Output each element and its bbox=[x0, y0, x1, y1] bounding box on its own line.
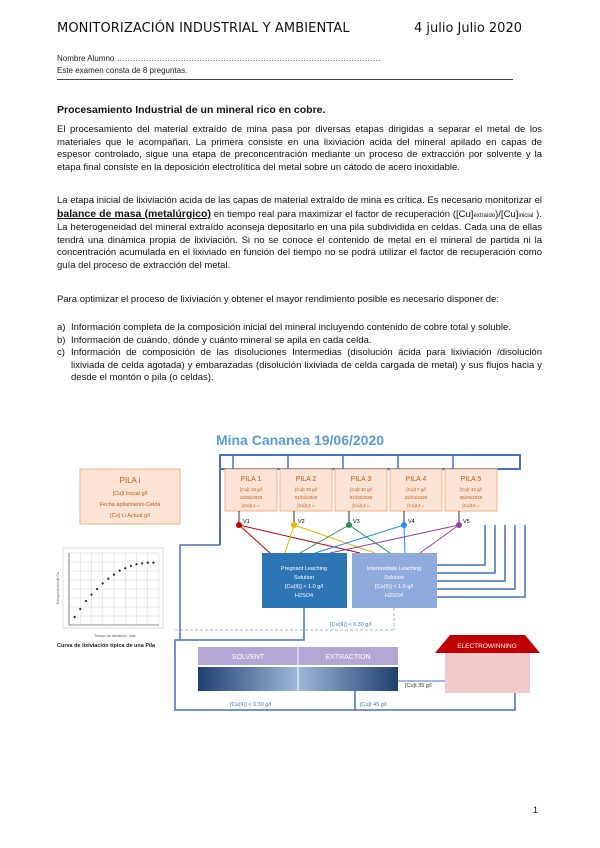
pila-name: PILA 4 bbox=[405, 476, 427, 483]
chart-point bbox=[124, 567, 126, 569]
header-date: 4 julio Julio 2020 bbox=[413, 21, 522, 36]
chart-point bbox=[113, 574, 115, 576]
paragraph-1: El procesamiento del material extraído de mina pasa por diversas etapas dirigidas a separar el metal de los materiales que le acompañan. La primera consiste en una lixiviación acida del mineral apilado en capas de espesor controlado, sigue una etapa de preconcentración mediante un proceso de extracción por solvente y la etapa final consiste en la deposición electrolítica del metal sobre un cátodo de acero inoxidable. bbox=[57, 124, 542, 173]
pregnant-acid: H2SO4 bbox=[294, 593, 314, 599]
chart-point bbox=[90, 594, 92, 596]
chart-ylabel: Recuperación de Cu bbox=[56, 572, 60, 604]
chart-point bbox=[141, 562, 143, 564]
list-marker: c) bbox=[57, 347, 65, 359]
valve-label: V5 bbox=[463, 519, 470, 525]
section-title: Procesamiento Industrial de un mineral rico en cobre. bbox=[57, 104, 326, 116]
pilas-frame bbox=[220, 455, 520, 469]
valve-marker bbox=[346, 522, 352, 528]
pila-name: PILA 2 bbox=[295, 476, 317, 483]
p2-bold: balance de masa (metalúrgico) bbox=[57, 207, 211, 220]
pila-box-5 bbox=[445, 455, 497, 511]
header-title: MONITORIZACIÓN INDUSTRIAL Y AMBIENTAL bbox=[57, 21, 350, 36]
exam-note: Este examen consta de 8 preguntas. bbox=[57, 66, 188, 75]
intermediate-title: Intermediate Leaching bbox=[366, 566, 422, 572]
valve-label: V3 bbox=[353, 519, 360, 525]
student-name-line bbox=[57, 54, 381, 63]
diagram-title: Mina Cananea 19/06/2020 bbox=[215, 432, 385, 448]
intermediate-acid: H2SO4 bbox=[384, 593, 404, 599]
pila-box-4 bbox=[390, 455, 442, 511]
extraction-tank bbox=[298, 667, 398, 691]
return-label: [Cu(II)] < 0.30 g/l bbox=[330, 622, 372, 628]
list-item bbox=[57, 347, 542, 385]
pila-name: PILA 1 bbox=[240, 476, 262, 483]
intermediate-conc: [Cu(II)] < 1.0 g/l bbox=[374, 584, 414, 590]
solvent-tank bbox=[198, 667, 298, 691]
pila-conc: [Cu]t 30 g/l bbox=[350, 487, 372, 492]
chart-point bbox=[135, 563, 137, 565]
pila-box-1 bbox=[225, 455, 277, 511]
chart-point bbox=[96, 588, 98, 590]
pila-current: [Cu]t,4 = bbox=[407, 503, 425, 508]
pila-info-line1: [Cu]t Inicial g/l bbox=[112, 491, 148, 497]
pila-date: 18/05/2020 bbox=[239, 495, 263, 500]
paragraph-2 bbox=[57, 195, 542, 273]
chart-caption-text: Curva de lixiviación típica de una Pila bbox=[57, 643, 156, 649]
return-lines bbox=[437, 525, 525, 597]
chart-point bbox=[152, 562, 154, 564]
valve-line-pregnant bbox=[285, 525, 294, 553]
list-item bbox=[57, 335, 542, 348]
pila-current: [Cu]t,3 = bbox=[352, 503, 370, 508]
bottom-mid-label: [Cu]t 45 g/l bbox=[360, 702, 387, 708]
paragraph-3: Para optimizar el proceso de lixiviación y obtener el mayor rendimiento posible es necesario disponer de: bbox=[57, 294, 499, 305]
valve-line-pregnant bbox=[315, 525, 404, 553]
p2-sub-inicial: inicial bbox=[518, 212, 534, 219]
page-number: 1 bbox=[532, 805, 538, 815]
chart-point bbox=[102, 582, 104, 584]
p2-part-c: )/[Cu] bbox=[495, 208, 519, 220]
p2-part-b: en tiempo real para maximizar el factor de recuperación ([Cu] bbox=[210, 208, 474, 220]
list-text: Información de composición de las disoluciones Intermedias (disolución ácida para lixiviación /disolución lixiviada de celda agotada) y embarazadas (disolución lixiviada de celda cargada de metal) y sus flujos hacia y desde el montón o pila (o celdas). bbox=[71, 347, 542, 384]
pila-conc: [Cu]t 19 g/l bbox=[240, 487, 262, 492]
valve-marker bbox=[456, 522, 462, 528]
requirements-list bbox=[57, 322, 542, 385]
pila-date: 01/04/2020 bbox=[294, 495, 318, 500]
p2-sub-extraido: extraído bbox=[473, 212, 496, 219]
chart-point bbox=[130, 565, 132, 567]
valve-marker bbox=[401, 522, 407, 528]
pila-info-line3: [Cu] t,i Actual g/l bbox=[110, 513, 150, 519]
solvent-label: SOLVENT bbox=[231, 654, 265, 661]
pila-date: 05/05/2020 bbox=[459, 495, 483, 500]
chart-point bbox=[119, 570, 121, 572]
chart-xlabel: Tiempo de lixiviación, días bbox=[94, 634, 136, 638]
pila-info-line2: Fecha apilamiento Celda bbox=[99, 502, 161, 508]
list-marker: a) bbox=[57, 322, 66, 333]
valve-lines bbox=[236, 511, 470, 553]
valve-marker bbox=[236, 522, 242, 528]
list-marker: b) bbox=[57, 334, 66, 346]
pregnant-sub: Solution bbox=[294, 575, 314, 581]
chart-caption bbox=[57, 643, 156, 649]
name-label: Nombre Alumno bbox=[57, 54, 115, 63]
chart-point bbox=[85, 600, 87, 602]
valve-line-intermediate bbox=[349, 525, 390, 553]
pila-conc: [Cu]t 7 g/l bbox=[406, 487, 426, 492]
pila-box-2 bbox=[280, 455, 332, 511]
pila-conc: [Cu]t 43 g/l bbox=[460, 487, 482, 492]
ew-in-label: [Cu]t 35 g/l bbox=[405, 683, 432, 689]
pregnant-title: Pregnant Leaching bbox=[280, 566, 328, 572]
pila-conc: [Cu]t 29 g/l bbox=[295, 487, 317, 492]
extraction-label: EXTRACTION bbox=[325, 654, 371, 661]
p2-part-d: ). La heterogeneidad del mineral extraído aconseja depositarlo en una pila subdividida en celdas. Cada una de ellas tendrá una dinámica propia de lixiviación. Si no se conoce el contenido de metal en el mineral de partida ni la concentración acumulada en el lixiviado en función del tiempo no se podrá utilizar el factor de recuperación como guía del proceso de extracción del metal. bbox=[57, 208, 542, 271]
pila-name: PILA 5 bbox=[460, 476, 482, 483]
list-item bbox=[57, 322, 542, 335]
valve-label: V2 bbox=[298, 519, 305, 525]
bottom-left-label: [Cu(II)] < 0.30 g/l bbox=[230, 702, 272, 708]
pila-date: 01/03/2020 bbox=[349, 495, 373, 500]
valve-label: V1 bbox=[243, 519, 250, 525]
valve-label: V4 bbox=[408, 519, 415, 525]
list-text: Información completa de la composición inicial del mineral incluyendo contenido de cobre total y soluble. bbox=[71, 322, 511, 333]
intermediate-sub: Solution bbox=[384, 575, 404, 581]
list-text: Información de cuándo, dónde y cuánto mineral se apila en cada celda. bbox=[71, 334, 372, 346]
pila-current: [Cu]t,2 = bbox=[297, 503, 315, 508]
chart-point bbox=[107, 578, 109, 580]
name-dots: ……………………………………………………………………………………… bbox=[116, 54, 381, 63]
pila-current: [Cu]t,5 = bbox=[462, 503, 480, 508]
pilas-group bbox=[225, 455, 497, 511]
chart-point bbox=[74, 616, 76, 618]
process-diagram bbox=[55, 425, 545, 725]
valve-line-intermediate bbox=[404, 525, 405, 553]
electrowinning-cell bbox=[445, 653, 530, 693]
valve-marker bbox=[291, 522, 297, 528]
chart-point bbox=[147, 562, 149, 564]
pila-date: 22/04/2020 bbox=[404, 495, 428, 500]
pila-box-3 bbox=[335, 455, 387, 511]
pila-name: PILA 3 bbox=[350, 476, 372, 483]
electrowinning-label: ELECTROWINNING bbox=[457, 643, 517, 650]
leaching-chart bbox=[56, 548, 163, 649]
chart-point bbox=[79, 608, 81, 610]
p2-part-a: La etapa inicial de lixiviación acida de las capas de material extraído de mina es crítica. Es necesario monitorizar el bbox=[57, 195, 542, 206]
pila-current: [Cu]t,1 = bbox=[242, 503, 260, 508]
header-divider bbox=[57, 79, 513, 80]
valve-line-pregnant bbox=[239, 525, 270, 553]
pila-info-title: PILA i bbox=[119, 476, 141, 485]
pregnant-conc: [Cu(II)] > 1.0 g/l bbox=[284, 584, 324, 590]
valve-line-intermediate bbox=[294, 525, 375, 553]
